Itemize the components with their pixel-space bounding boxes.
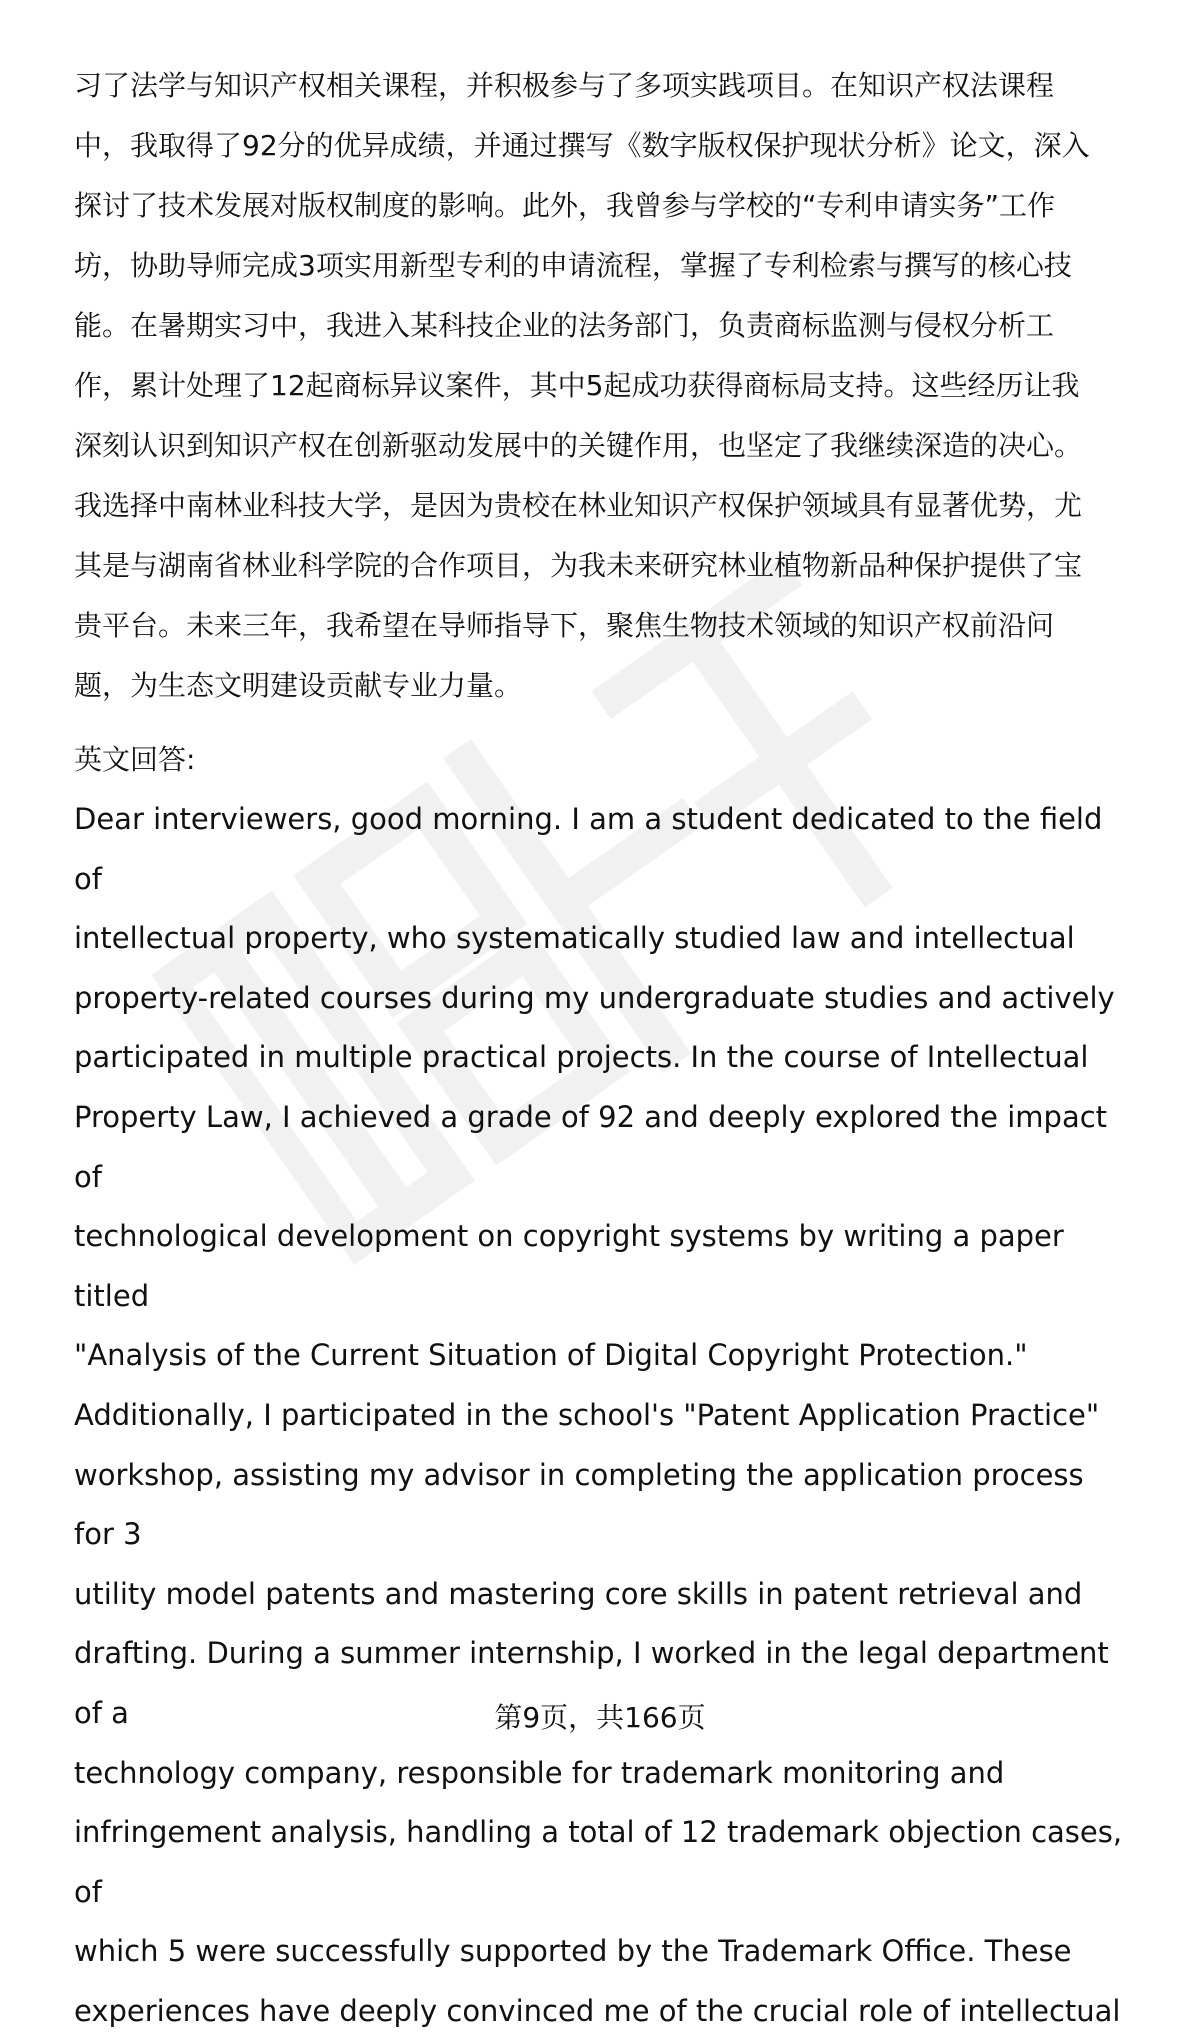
english-answer-paragraph: Dear interviewers, good morning. I am a student dedicated to the field of intellectual property, who systematically studied law and intellectual property-related courses during my undergraduate studies and actively participated in multiple practical projects. In the course of Intellectual Property Law, I achieved a grade of 92 and deeply explored the impact of technological development on copyright systems by writing a paper titled "Analysis of the Current Situation of Digital Copyright Protection." Additionally, I participated in the school's "Patent Application Practice" workshop, assisting my advisor in completing the application process for 3 utility model patents and mastering core skills in patent retrieval and drafting. During a summer internship, I worked in the legal department of a technology company, responsible for trademark monitoring and infringement analysis, handling a total of 12 trademark objection cases, of which 5 were successfully supported by the Trademark Office. These experiences have deeply convinced me of the crucial role of intellectual bbox=[74, 802, 1123, 2028]
chinese-answer-paragraph: 习了法学与知识产权相关课程，并积极参与了多项实践项目。在知识产权法课程 中，我取得了92分的优异成绩，并通过撰写《数字版权保护现状分析》论文，深入 探讨了技术发展对版权制度的影响。此外，我曾参与学校的“专利申请实务”工作 坊，协助导师完成3项实用新型专利的申请流程，掌握了专利检索与撰写的核心技 能。在暑期实习中，我进入某科技企业的法务部门，负责商标监测与侵权分析工 作，累计处理了12起商标异议案件，其中5起成功获得商标局支持。这些经历让我 深刻认识到知识产权在创新驱动发展中的关键作用，也坚定了我继续深造的决心。 我选择中南林业科技大学，是因为贵校在林业知识产权保护领域具有显著优势，尤 其是与湖南省林业科学院的合作项目，为我未来研究林业植物新品种保护提供了宝 贵平台。未来三年，我希望在导师指导下，聚焦生物技术领域的知识产权前沿问 题，为生态文明建设贡献专业力量。 bbox=[74, 69, 1090, 702]
page-indicator: 第9页，共166页 bbox=[494, 1701, 706, 1734]
english-answer-label: 英文回答: bbox=[74, 743, 196, 776]
